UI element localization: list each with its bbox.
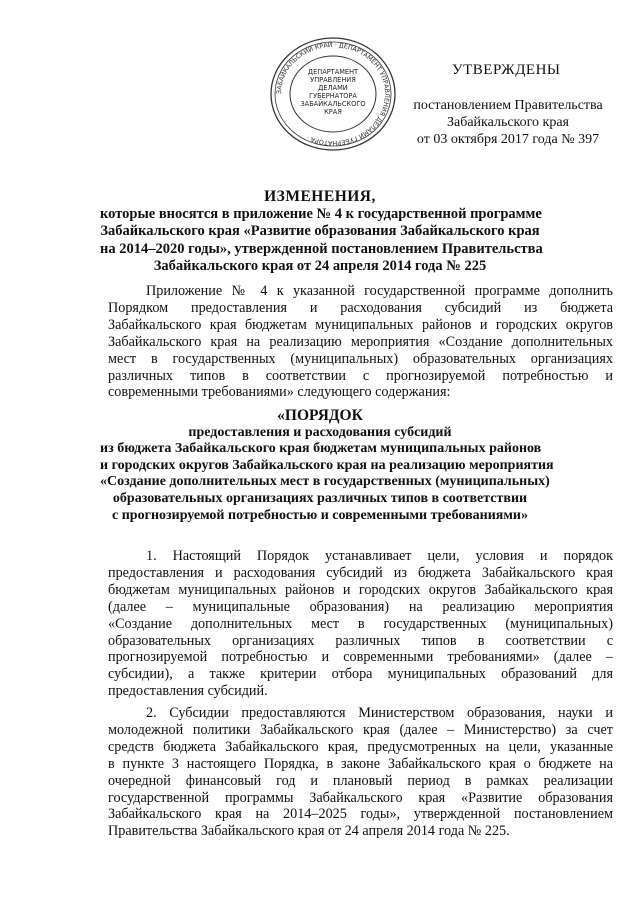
order-line: из бюджета Забайкальского края бюджетам муниципальных районов xyxy=(100,441,542,457)
text-line: государственной программы Забайкальского края «Развитие образования xyxy=(108,789,613,806)
approval-block xyxy=(392,62,624,148)
text-line: молодежной политики Забайкальского края (далее – Министерство) за счет xyxy=(108,721,613,738)
text-line: Забайкальского края на 2014–2025 годы», утвержденной постановлением xyxy=(108,806,613,823)
approval-line: Забайкальского края xyxy=(446,115,569,130)
text-line: различных типов в соответствии с прогнозируемой потребностью и xyxy=(108,367,613,384)
text-line: 1. Настоящий Порядок устанавливает цели, условия и порядок xyxy=(146,548,613,564)
text-line: Забайкальского края на реализацию мероприятия «Создание дополнительных xyxy=(108,333,613,350)
title-line: Забайкальского края от 24 апреля 2014 года № 225 xyxy=(153,258,487,275)
intro-paragraph xyxy=(108,283,613,401)
svg-text:УПРАВЛЕНИЯ: УПРАВЛЕНИЯ xyxy=(310,76,356,84)
text-line: Порядком предоставления и расходования субсидий из бюджета xyxy=(108,299,613,316)
text-line: субсидии), а также критерии отбора муниципальных образований для xyxy=(108,666,613,683)
title-line: которые вносятся в приложение № 4 к государственной программе xyxy=(100,205,542,222)
text-line: бюджетам муниципальных районов и городских округов Забайкальского края xyxy=(108,581,613,598)
seal-ring-text: ЗАБАЙКАЛЬСКИЙ КРАЙ · ДЕПАРТАМЕНТ УПРАВЛЕНИЯ ДЕЛАМИ ГУБЕРНАТОРА · xyxy=(275,41,391,147)
clause-2 xyxy=(108,705,613,840)
text-line: «Создание дополнительных мест в государственных (муниципальных) xyxy=(108,615,613,632)
order-line: образовательных организациях различных типов в соответствии xyxy=(112,490,528,506)
document-title xyxy=(100,188,543,276)
text-line: предоставления и расходования субсидий из бюджета Забайкальского края xyxy=(108,564,613,581)
approval-line: от 03 октября 2017 года № 397 xyxy=(416,132,600,147)
order-line: «Создание дополнительных мест в государственных (муниципальных) xyxy=(100,474,550,490)
approval-line: постановлением Правительства xyxy=(413,98,603,113)
order-line: предоставления и расходования субсидий xyxy=(188,424,452,440)
order-line: с прогнозируемой потребностью и современными требованиями» xyxy=(112,507,528,523)
text-line: Забайкальского края бюджетам муниципальных районов и городских округов xyxy=(108,316,613,333)
text-line: очередной финансовый год и плановый период в рамках реализации xyxy=(108,772,613,789)
text-line: Правительства Забайкальского края от 24 апреля 2014 года № 225. xyxy=(108,823,510,840)
order-line: и городских округов Забайкальского края на реализацию мероприятия xyxy=(100,457,554,473)
title-main: ИЗМЕНЕНИЯ, xyxy=(264,188,376,205)
text-line: современными требованиями» следующего содержания: xyxy=(108,384,451,401)
seal-graphic xyxy=(268,36,398,152)
title-line: на 2014–2020 годы», утвержденной постановлением Правительства xyxy=(100,240,543,257)
text-line: прогнозируемой потребностью и современными требованиями» (далее – xyxy=(108,649,613,666)
svg-text:ДЕПАРТАМЕНТ: ДЕПАРТАМЕНТ xyxy=(307,68,359,76)
text-line: Приложение № 4 к указанной государственной программе дополнить xyxy=(146,283,613,299)
order-title: «ПОРЯДОК xyxy=(277,407,363,424)
text-line: образовательных организациях различных типов в соответствии с xyxy=(108,632,613,649)
text-line: 2. Субсидии предоставляются Министерством образования, науки и xyxy=(146,705,613,721)
svg-text:ГУБЕРНАТОРА: ГУБЕРНАТОРА xyxy=(309,92,357,100)
text-line: в пункте 3 настоящего Порядка, в законе Забайкальского края о бюджете на xyxy=(108,755,613,772)
approval-heading: УТВЕРЖДЕНЫ xyxy=(452,62,561,78)
clause-1 xyxy=(108,548,613,700)
svg-text:ДЕЛАМИ: ДЕЛАМИ xyxy=(318,84,348,92)
svg-text:ЗАБАЙКАЛЬСКОГО: ЗАБАЙКАЛЬСКОГО xyxy=(300,100,366,108)
title-line: Забайкальского края «Развитие образования Забайкальского края xyxy=(100,223,540,240)
text-line: (далее – муниципальные образования) на реализацию мероприятия xyxy=(108,598,613,615)
official-seal xyxy=(268,36,398,152)
text-line: мест в государственных (муниципальных) образовательных организациях xyxy=(108,350,613,367)
svg-text:КРАЯ: КРАЯ xyxy=(324,108,342,116)
text-line: предоставления субсидий. xyxy=(108,683,268,700)
text-line: средств бюджета Забайкальского края, предусмотренных на цели, указанные xyxy=(108,738,613,755)
order-heading xyxy=(100,407,554,524)
